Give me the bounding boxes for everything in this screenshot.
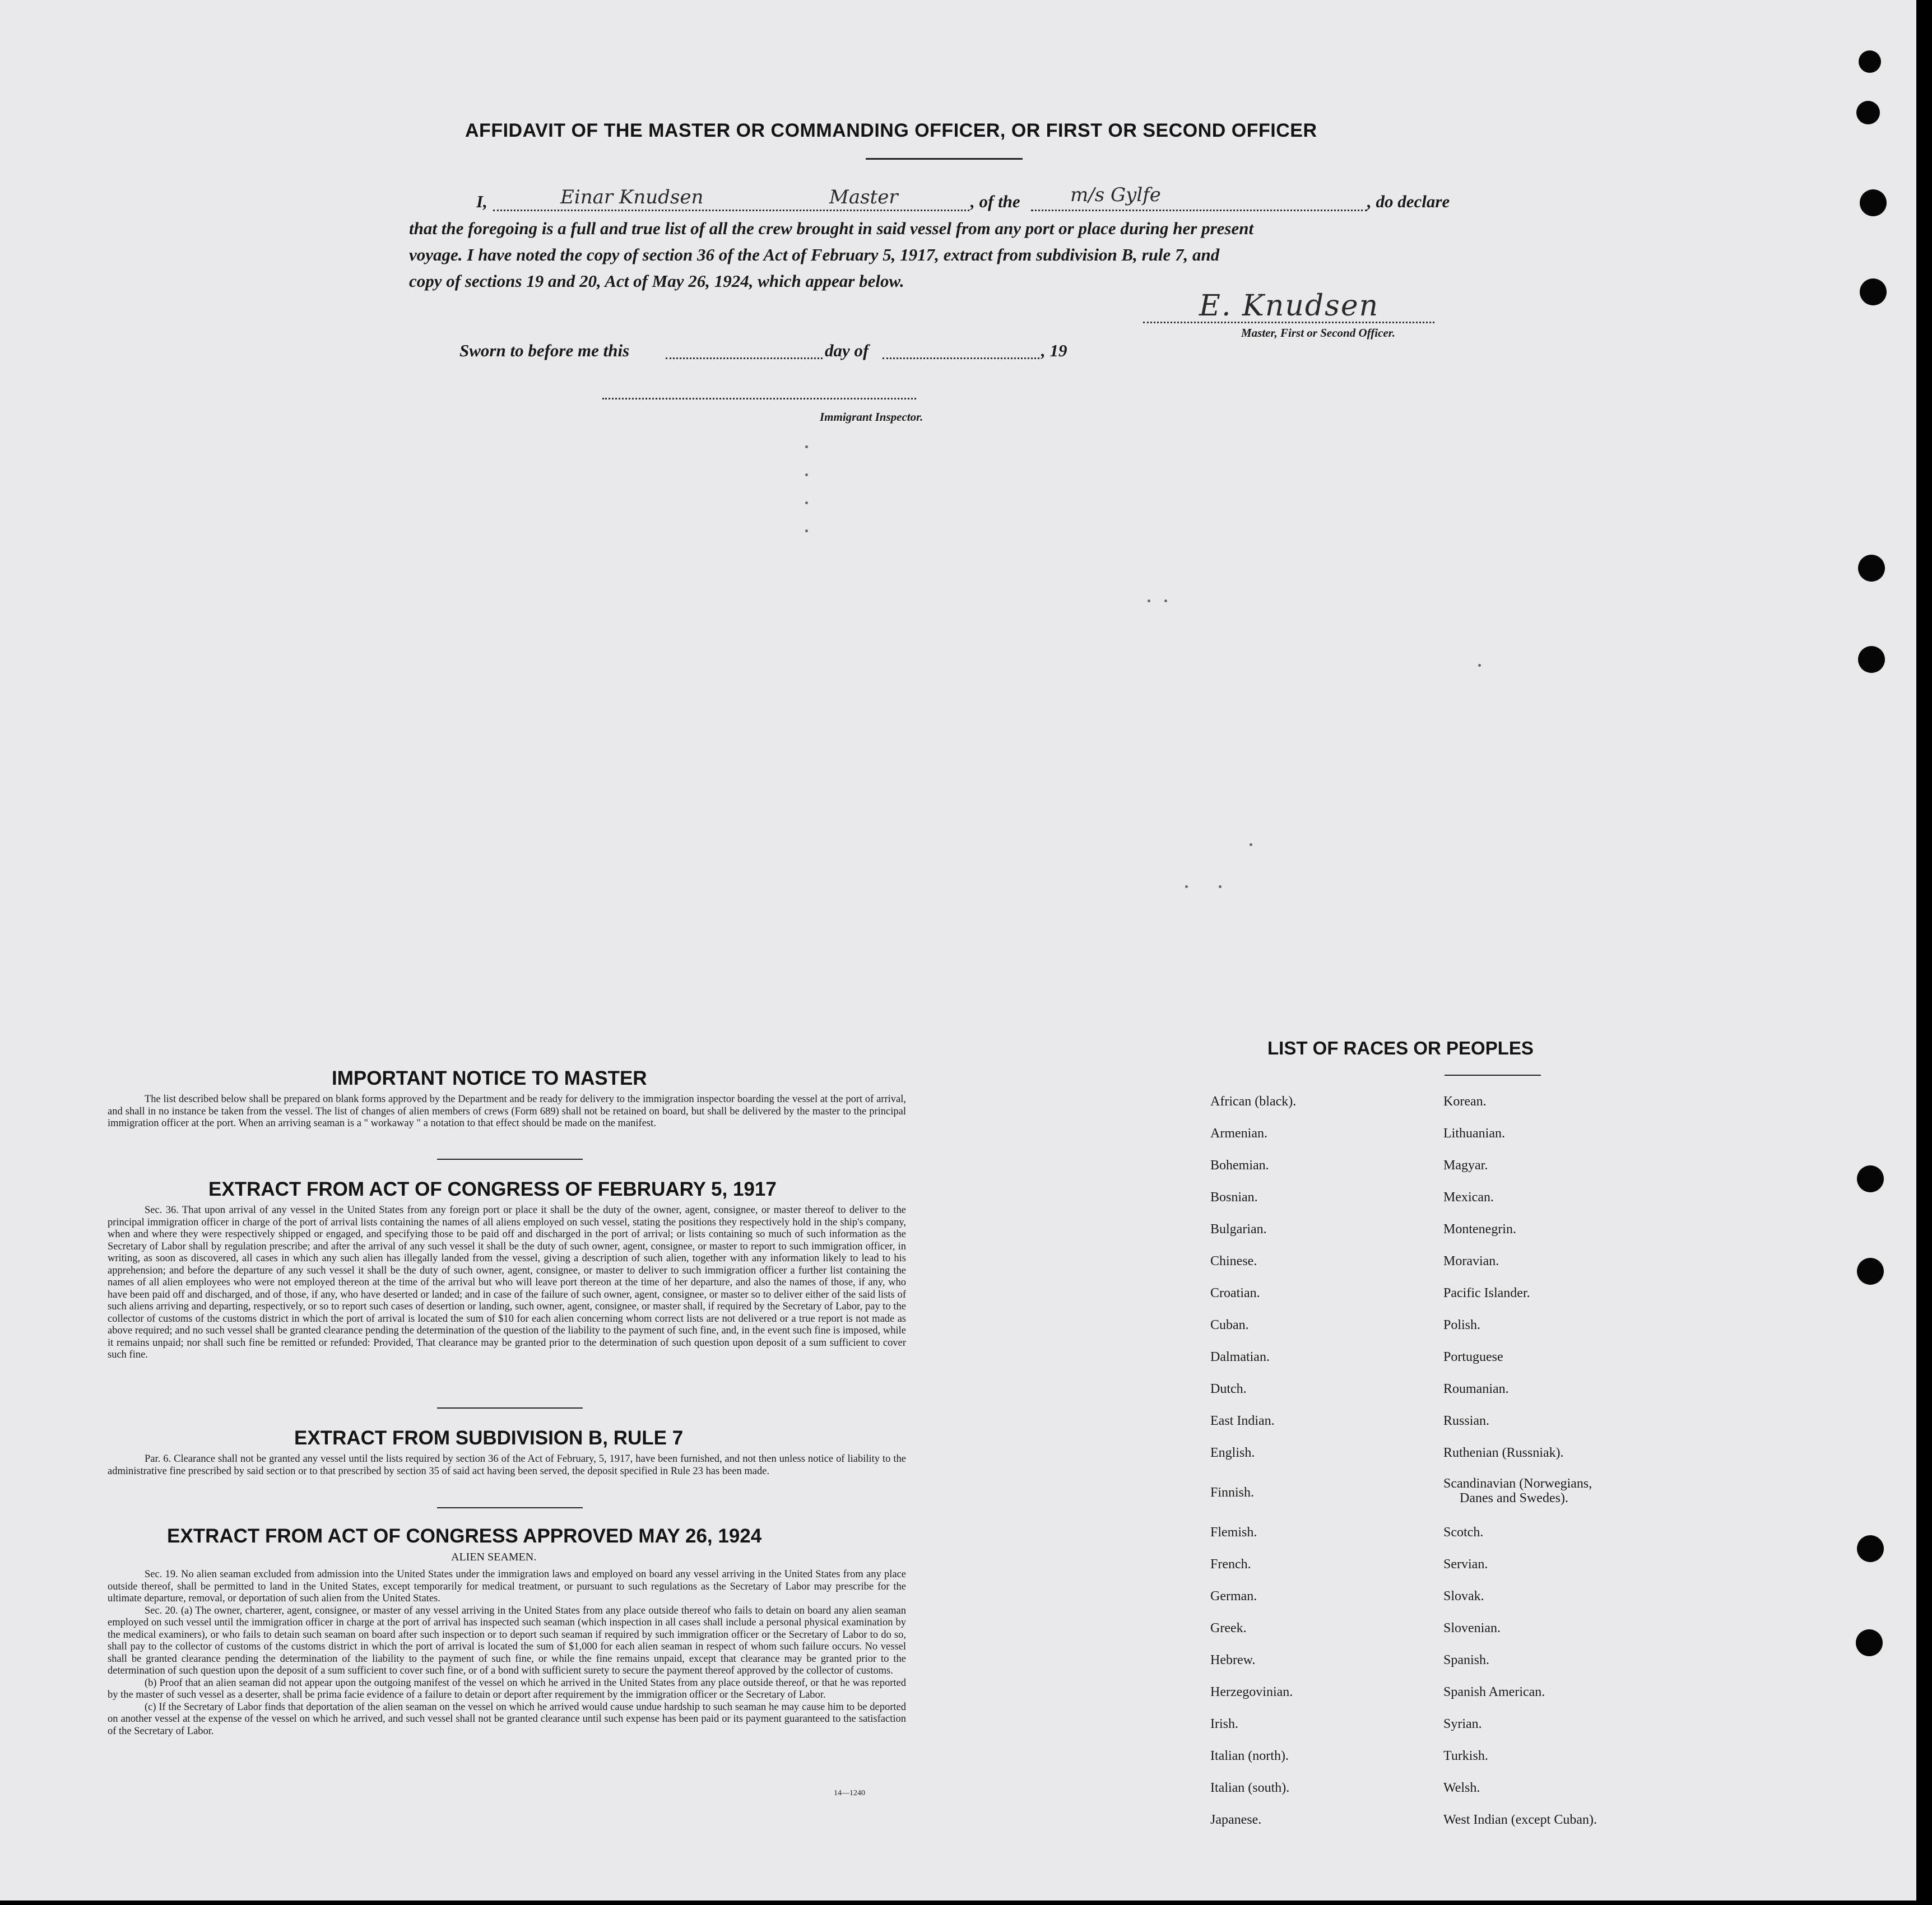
race-item: Cuban. (1210, 1318, 1249, 1332)
sec-19-text: Sec. 19. No alien seaman excluded from admission into the United States under the immigration laws and employed on board any vessel arriving in the United States from any place outside thereof, shall be permitted to land in the United States, except temporarily for medical treatment, or pursuant to such regulations as the Secretary of Labor may prescribe for the ultimate departure, removal, or deportation of such alien from the United States. (108, 1569, 906, 1604)
extract-1917-title: EXTRACT FROM ACT OF CONGRESS OF FEBRUARY 5, 1917 (208, 1178, 777, 1200)
extract-1917-rule (437, 1407, 583, 1409)
race-item: Polish. (1443, 1318, 1481, 1332)
extract-1924-title: EXTRACT FROM ACT OF CONGRESS APPROVED MAY 26, 1924 (167, 1525, 762, 1547)
sworn-label: Sworn to before me this (459, 341, 630, 360)
race-item: Mexican. (1443, 1190, 1494, 1205)
extract-1924-sections (108, 1569, 906, 1737)
race-item: Turkish. (1443, 1749, 1488, 1763)
faint-mark (805, 445, 808, 448)
race-item: Roumanian. (1443, 1382, 1509, 1396)
subdivision-b-rule (437, 1507, 583, 1508)
binding-hole (1858, 555, 1885, 582)
affidavit-title: AFFIDAVIT OF THE MASTER OR COMMANDING OFFICER, OR FIRST OR SECOND OFFICER (465, 120, 1317, 141)
race-item: Herzegovinian. (1210, 1685, 1293, 1699)
race-item: Slovenian. (1443, 1621, 1501, 1635)
inspector-line (602, 398, 916, 399)
race-item: West Indian (except Cuban). (1443, 1813, 1597, 1827)
handwritten-vessel: m/s Gylfe (1070, 184, 1161, 206)
race-item: Chinese. (1210, 1254, 1257, 1269)
race-item: Portuguese (1443, 1350, 1503, 1364)
notice-rule (437, 1159, 583, 1160)
binding-hole (1857, 1165, 1884, 1192)
race-item: Scotch. (1443, 1525, 1484, 1540)
binding-hole (1858, 646, 1885, 673)
race-item: Servian. (1443, 1557, 1488, 1572)
race-item: German. (1210, 1589, 1257, 1604)
race-item: Spanish. (1443, 1653, 1490, 1667)
race-item: Ruthenian (Russniak). (1443, 1446, 1564, 1460)
race-item: Hebrew. (1210, 1653, 1256, 1667)
form-number: 14—1240 (834, 1789, 865, 1797)
race-item: Montenegrin. (1443, 1222, 1516, 1237)
binding-hole (1860, 278, 1887, 305)
race-item: Magyar. (1443, 1158, 1488, 1173)
race-item: Greek. (1210, 1621, 1247, 1635)
race-item: Finnish. (1210, 1485, 1255, 1500)
affidavit-body-line3: copy of sections 19 and 20, Act of May 26, 1924, which appear below. (409, 271, 904, 291)
race-item: Flemish. (1210, 1525, 1257, 1540)
extract-1924-subtitle: ALIEN SEAMEN. (451, 1551, 537, 1563)
race-item: Croatian. (1210, 1286, 1260, 1300)
race-item: Lithuanian. (1443, 1126, 1505, 1141)
race-item: Welsh. (1443, 1781, 1480, 1795)
day-of-label: day of (825, 341, 869, 360)
race-item: Japanese. (1210, 1813, 1262, 1827)
faint-mark (1148, 600, 1150, 602)
do-declare-label: , do declare (1367, 192, 1450, 211)
race-item: Armenian. (1210, 1126, 1267, 1141)
race-item: Syrian. (1443, 1717, 1482, 1731)
handwritten-rank: Master (829, 186, 898, 208)
binding-hole (1860, 189, 1887, 216)
race-item: Bohemian. (1210, 1158, 1269, 1173)
race-item: Dutch. (1210, 1382, 1247, 1396)
signature-caption: Master, First or Second Officer. (1241, 326, 1395, 340)
name-line (493, 210, 969, 211)
signature-line (1143, 322, 1434, 323)
subdivision-b-title: EXTRACT FROM SUBDIVISION B, RULE 7 (294, 1427, 684, 1449)
handwritten-signature: E. Knudsen (1199, 289, 1380, 323)
notice-title: IMPORTANT NOTICE TO MASTER (332, 1067, 647, 1089)
title-rule (866, 158, 1023, 160)
notice-text: The list described below shall be prepared on blank forms approved by the Department and be ready for delivery to the immigration inspector boarding the vessel at the port of arrival, and shall in no instance be taken from the vessel. The list of changes of alien members of crews (Form 689) shall not be retained on board, but shall be delivered by the master to the principal immigration officer at the port. When an arriving seaman is a " workaway " a notation to that effect should be made on the manifest. (108, 1094, 906, 1129)
affidavit-body-line1: that the foregoing is a full and true list of all the crew brought in said vessel from any port or place during her present (409, 219, 1254, 238)
race-item: Moravian. (1443, 1254, 1499, 1269)
race-item: Scandinavian (Norwegians, (1443, 1476, 1592, 1491)
handwritten-name: Einar Knudsen (560, 186, 704, 208)
binding-hole (1857, 1535, 1884, 1562)
sec-20b-text: (b) Proof that an alien seaman did not appear upon the outgoing manifest of the vessel on which he arrived in the United States from any place outside thereof, or that he was reported by the master of such vessel as a deserter, shall be prima facie evidence of a failure to detain or deport after requirement by the immigration officer or the Secretary of Labor. (108, 1677, 906, 1700)
affidavit-body-line2: voyage. I have noted the copy of section 36 of the Act of February 5, 1917, extract from subdivision B, rule 7, and (409, 245, 1220, 264)
subdivision-b-text: Par. 6. Clearance shall not be granted any vessel until the lists required by section 36 of the Act of February, 5, 1917, have been furnished, and not then unless notice of liability to the administrative fine prescribed by said section or to that prescribed by section 35 of said act having been served, the deposit specified in Rule 23 has been made. (108, 1453, 906, 1477)
race-item: Korean. (1443, 1094, 1487, 1109)
binding-hole (1859, 50, 1881, 73)
races-title: LIST OF RACES OR PEOPLES (1267, 1038, 1534, 1058)
race-item: Pacific Islander. (1443, 1286, 1530, 1300)
faint-mark (1478, 664, 1481, 667)
faint-mark (1219, 885, 1222, 888)
sworn-month-line (883, 357, 1039, 359)
binding-hole (1857, 1258, 1884, 1285)
race-item: Danes and Swedes). (1460, 1491, 1568, 1506)
race-item: African (black). (1210, 1094, 1297, 1109)
race-item: Bosnian. (1210, 1190, 1258, 1205)
race-item: Spanish American. (1443, 1685, 1545, 1699)
faint-mark (805, 473, 808, 476)
vessel-line (1031, 210, 1367, 211)
race-item: Russian. (1443, 1414, 1490, 1428)
faint-mark (1164, 600, 1167, 602)
race-item: English. (1210, 1446, 1255, 1460)
race-item: Italian (south). (1210, 1781, 1290, 1795)
race-item: Bulgarian. (1210, 1222, 1267, 1237)
sworn-day-line (666, 357, 823, 359)
faint-mark (805, 529, 808, 532)
races-rule (1445, 1075, 1541, 1076)
race-item: Italian (north). (1210, 1749, 1289, 1763)
faint-mark (1250, 843, 1252, 846)
inspector-caption: Immigrant Inspector. (820, 410, 923, 424)
sec-20c-text: (c) If the Secretary of Labor finds that deportation of the alien seaman on the vessel on which he arrived would cause undue hardship to such seaman he may cause him to be deported on another vessel at the expense of the vessel on which he arrived, and such vessel shall not be granted clearance until such expense has been paid or its payment guaranteed to the satisfaction of the Secretary of Labor. (108, 1701, 906, 1737)
extract-1917-text: Sec. 36. That upon arrival of any vessel in the United States from any foreign port or place it shall be the duty of the owner, agent, consignee, or master thereof to deliver to the principal immigration officer in charge of the port of arrival lists containing the names of all aliens employed on such vessel, stating the positions they respectively hold in the ship's company, when and where they were respectively shipped or engaged, and specifying those to be paid off and discharged in the port of arrival; or lists containing so much of such information as the Secretary of Labor shall by regulation prescribe; and after the arrival of any such vessel it shall be the duty of such owner, agent, consignee, or master to report to such immigration officer, in writing, as soon as discovered, all cases in which any such alien has illegally landed from the vessel, giving a description of such alien, together with any information likely to lead to his apprehension; and before the departure of any such vessel it shall be the duty of such owner, agent, consignee, or master to deliver to such immigration officer a further list containing the names of all alien employees who were not employed thereon at the time of the arrival but who will leave port thereon at the time of her departure, and also the names of those, if any, who have been paid off and discharged, and of those, if any, who have deserted or landed; and in case of the failure of such owner, agent, consignee, or master so to deliver either of the said lists of such aliens arriving and departing, respectively, or so to report such cases of desertion or landing, such owner, agent, consignee, or master shall, if required by the Secretary of Labor, pay to the collector of customs of the customs district in which the port of arrival is located the sum of $10 for each alien concerning whom correct lists are not delivered or a true report is not made as above required; and no such vessel shall be granted clearance pending the determination of the question of the liability to the payment of such fine, and, in the event such fine is imposed, while it remains unpaid; nor shall such fine be remitted or refunded: Provided, That clearance may be granted prior to the determination of such question upon deposit of a sum sufficient to cover such fine. (108, 1205, 906, 1360)
binding-hole (1856, 101, 1880, 124)
i-label: I, (476, 192, 487, 211)
year-label: , 19 (1041, 341, 1067, 360)
faint-mark (805, 501, 808, 504)
sec-20a-text: Sec. 20. (a) The owner, charterer, agent, consignee, or master of any vessel arriving in the United States from any place outside thereof who fails to detain on board any alien seaman employed on such vessel until the immigration officer in charge at the port of arrival has inspected such seaman (which inspection in all cases shall include a personal physical examination by the medical examiners), or who fails to detain such seaman on board after such inspection or to deport such seaman if required by such immigration officer or the Secretary of Labor to do so, shall pay to the collector of customs of the customs district in which the port of arrival is located the sum of $1,000 for each alien seaman in respect of whom such failure occurs. No vessel shall be granted clearance pending the determination of the liability to the payment of such fine, or while the fine remains unpaid, except that clearance may be granted prior to the determination of such question upon the deposit of a sum sufficient to cover such fine, or of a bond with sufficient surety to secure the payment thereof approved by the collector of customs. (108, 1605, 906, 1676)
binding-hole (1856, 1629, 1883, 1656)
of-the-label: , of the (970, 192, 1020, 211)
faint-mark (1185, 885, 1188, 888)
race-item: French. (1210, 1557, 1251, 1572)
race-item: Slovak. (1443, 1589, 1484, 1604)
race-item: Dalmatian. (1210, 1350, 1270, 1364)
race-item: Irish. (1210, 1717, 1238, 1731)
race-item: East Indian. (1210, 1414, 1275, 1428)
